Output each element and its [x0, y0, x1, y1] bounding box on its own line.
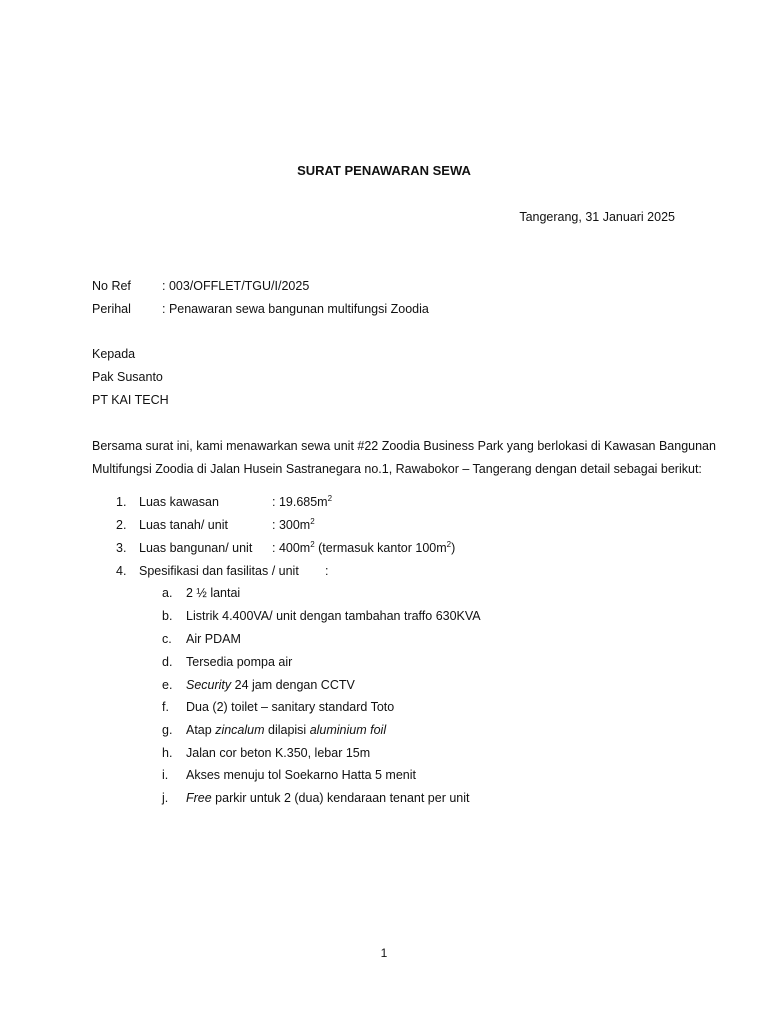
facility-item: [0, 791, 768, 811]
facility-text: Akses menuju tol Soekarno Hatta 5 menit: [186, 768, 416, 782]
item-number: 2.: [116, 518, 127, 532]
facility-letter: a.: [162, 586, 173, 600]
facility-text: Jalan cor beton K.350, lebar 15m: [186, 746, 371, 760]
item-value: :: [325, 564, 329, 578]
item-number: 4.: [116, 564, 127, 578]
facility-item: [0, 655, 768, 675]
facility-letter: c.: [162, 632, 172, 646]
facility-item: [0, 632, 768, 652]
facility-item: [0, 746, 768, 766]
item-value: : $400m^2$ (termasuk kantor $100m^2$): [272, 539, 456, 555]
body-paragraph: [92, 435, 716, 481]
facility-item: [0, 586, 768, 606]
list-item: [0, 518, 768, 538]
facility-item: [0, 700, 768, 720]
list-item: [0, 495, 768, 515]
subject-value: : Penawaran sewa bangunan multifungsi Zoodia: [162, 302, 429, 316]
recipient-company: PT KAI TECH: [92, 393, 169, 407]
item-value: : $19.685m^2$: [272, 493, 333, 509]
item-number: 1.: [116, 495, 127, 509]
item-label: Luas tanah/ unit: [139, 518, 228, 532]
facility-letter: j.: [162, 791, 169, 805]
list-item: [0, 564, 768, 584]
facility-text: Air PDAM: [186, 632, 241, 646]
facility-letter: d.: [162, 655, 173, 669]
item-label: Luas kawasan: [139, 495, 219, 509]
facility-item: [0, 723, 768, 743]
facility-text: Tersedia pompa air: [186, 655, 293, 669]
page-number: 1: [380, 946, 388, 960]
facility-item: [0, 768, 768, 788]
recipient-to: Kepada: [92, 347, 136, 361]
ref-label: No Ref: [92, 279, 131, 293]
facility-letter: h.: [162, 746, 173, 760]
facility-text: 2 ½ lantai: [186, 586, 241, 600]
facility-letter: f.: [162, 700, 169, 714]
list-item: [0, 541, 768, 561]
facility-letter: i.: [162, 768, 169, 782]
subject-label: Perihal: [92, 302, 131, 316]
item-label: Spesifikasi dan fasilitas / unit: [139, 564, 299, 578]
body-line: Multifungsi Zoodia di Jalan Husein Sastranegara no.1, Rawabokor – Tangerang dengan detail sebagai berikut:: [92, 462, 702, 476]
recipient-name: Pak Susanto: [92, 370, 163, 384]
facility-text: Listrik 4.400VA/ unit dengan tambahan traffo 630KVA: [186, 609, 481, 623]
facility-letter: b.: [162, 609, 173, 623]
body-line: Bersama surat ini, kami menawarkan sewa unit #22 Zoodia Business Park yang berlokasi di Kawasan Bangunan: [92, 439, 716, 453]
letter-title: SURAT PENAWARAN SEWA: [297, 163, 471, 178]
item-value: : $300m^2$: [272, 516, 315, 532]
facility-letter: e.: [162, 678, 173, 692]
facility-text: Free parkir untuk 2 (dua) kendaraan tenant per unit: [186, 791, 470, 805]
facility-text: Security 24 jam dengan CCTV: [186, 678, 355, 692]
item-label: Luas bangunan/ unit: [139, 541, 253, 555]
facility-letter: g.: [162, 723, 173, 737]
item-number: 3.: [116, 541, 127, 555]
facility-item: [0, 678, 768, 698]
facility-item: [0, 609, 768, 629]
letter-date: Tangerang, 31 Januari 2025: [519, 210, 675, 224]
facility-text: Dua (2) toilet – sanitary standard Toto: [186, 700, 395, 714]
ref-value: : 003/OFFLET/TGU/I/2025: [162, 279, 310, 293]
facility-text: Atap zincalum dilapisi aluminium foil: [186, 723, 387, 737]
